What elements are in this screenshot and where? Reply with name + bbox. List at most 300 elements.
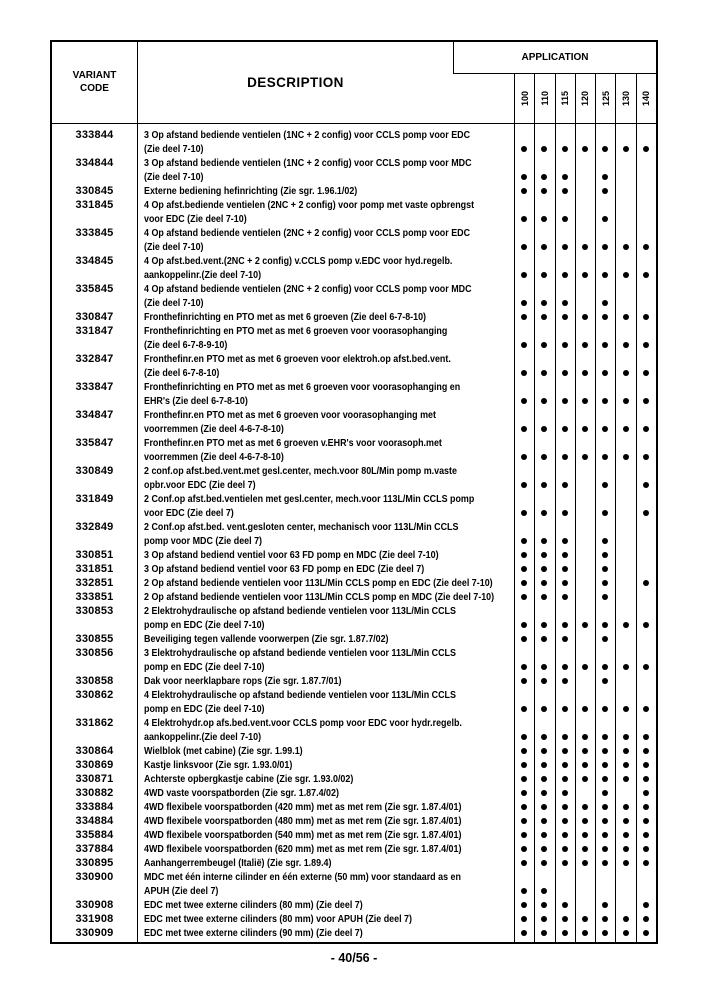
description-line: 4WD flexibele voorspatborden (540 mm) met as met rem (Zie sgr. 1.87.4/01): [144, 829, 462, 841]
application-cell: [575, 772, 595, 786]
application-cell: [555, 520, 575, 548]
description-line: 2 Conf.op afst.bed.ventielen met gesl.center, mech.voor 113L/Min CCLS pomp: [144, 493, 475, 505]
application-cell: [595, 310, 615, 324]
application-cell: [534, 324, 554, 352]
application-dots: [514, 842, 656, 856]
application-dot: [602, 734, 608, 740]
variant-code-cell: 331862: [75, 717, 114, 729]
application-cell: [575, 870, 595, 898]
description-line: Aanhangerrembeugel (Italië) (Zie sgr. 1.89.4): [144, 857, 332, 869]
application-dot: [541, 510, 547, 516]
description-cell: [137, 744, 514, 758]
application-dot: [521, 188, 527, 194]
application-dots: [514, 464, 656, 492]
application-cell: [534, 744, 554, 758]
application-cell: [575, 226, 595, 254]
application-cell: [555, 912, 575, 926]
application-cell: [595, 254, 615, 282]
description-line: voorremmen (Zie deel 4-6-7-8-10): [144, 423, 284, 435]
application-dots: [514, 492, 656, 520]
application-dot: [562, 216, 568, 222]
application-cell: [595, 198, 615, 226]
application-dot: [582, 454, 588, 460]
column-divider: [575, 124, 576, 942]
column-divider: [137, 124, 138, 942]
application-cell: [514, 380, 534, 408]
application-cell: [555, 226, 575, 254]
application-cell: [595, 156, 615, 184]
description-line: Wielblok (met cabine) (Zie sgr. 1.99.1): [144, 745, 303, 757]
application-dot: [521, 678, 527, 684]
application-cell: [514, 646, 534, 674]
application-dot: [602, 454, 608, 460]
description-cell: [137, 646, 514, 674]
application-cell: [534, 646, 554, 674]
application-dot: [562, 622, 568, 628]
application-dot: [623, 916, 629, 922]
application-dot: [562, 552, 568, 558]
application-dot: [521, 888, 527, 894]
application-cell: [534, 814, 554, 828]
application-cell: [595, 324, 615, 352]
description-cell: [137, 674, 514, 688]
page-number: - 40/56 -: [330, 951, 378, 965]
application-cell: [534, 926, 554, 940]
application-cell: [575, 646, 595, 674]
application-dot: [602, 622, 608, 628]
application-cell: [615, 758, 635, 772]
application-dot: [541, 902, 547, 908]
application-cell: [575, 520, 595, 548]
description-line: pomp en EDC (Zie deel 7-10): [144, 619, 265, 631]
application-dot: [582, 804, 588, 810]
application-dot: [521, 762, 527, 768]
application-dot: [623, 748, 629, 754]
application-cell: [615, 282, 635, 310]
application-cell: [575, 828, 595, 842]
application-cell: [534, 898, 554, 912]
application-cell: [636, 646, 656, 674]
description-cell: [137, 912, 514, 926]
application-cell: [534, 912, 554, 926]
application-dot: [562, 482, 568, 488]
description-cell: [137, 226, 514, 254]
application-cell: [575, 786, 595, 800]
application-dot: [562, 510, 568, 516]
variant-code-cell: 331845: [75, 199, 114, 211]
application-dot: [521, 244, 527, 250]
application-dot: [541, 818, 547, 824]
description-line: Fronthefinr.en PTO met as met 6 groeven voor elektroh.op afst.bed.vent.: [144, 353, 451, 365]
description-cell: [137, 548, 514, 562]
application-cell: [534, 590, 554, 604]
application-cell: [615, 772, 635, 786]
application-dot: [623, 146, 629, 152]
application-cell: [534, 254, 554, 282]
application-cell: [555, 324, 575, 352]
application-cell: [636, 492, 656, 520]
application-cell: [534, 716, 554, 744]
application-cell: [615, 254, 635, 282]
description-line: aankoppelinr.(Zie deel 7-10): [144, 269, 262, 281]
table-row: [52, 492, 656, 520]
application-dot: [582, 846, 588, 852]
application-dot: [562, 902, 568, 908]
application-cell: [615, 926, 635, 940]
application-cell: [534, 310, 554, 324]
application-cell: [514, 800, 534, 814]
table-row: [52, 576, 656, 590]
application-cell: [636, 604, 656, 632]
variant-code-cell: 330851: [75, 549, 114, 561]
application-cell: [595, 436, 615, 464]
application-cell: [636, 128, 656, 156]
application-dot: [623, 622, 629, 628]
application-dot: [643, 748, 649, 754]
application-dot: [562, 272, 568, 278]
table-row: [52, 688, 656, 716]
variant-application-table: [50, 40, 658, 944]
table-row: [52, 772, 656, 786]
application-cell: [514, 716, 534, 744]
application-cell: [575, 198, 595, 226]
variant-code-cell: 330858: [75, 675, 114, 687]
description-cell: [137, 814, 514, 828]
application-dot: [562, 818, 568, 824]
application-cell: [575, 688, 595, 716]
application-dot: [541, 188, 547, 194]
application-dot: [562, 930, 568, 936]
application-dot: [602, 902, 608, 908]
application-dot: [582, 146, 588, 152]
variant-code-cell: 332849: [75, 521, 114, 533]
application-dots: [514, 828, 656, 842]
application-dot: [521, 846, 527, 852]
table-row: [52, 870, 656, 898]
application-cell: [636, 688, 656, 716]
application-cell: [636, 226, 656, 254]
application-cell: [534, 282, 554, 310]
application-cell: [636, 464, 656, 492]
application-dot: [643, 832, 649, 838]
description-cell: [137, 800, 514, 814]
application-cell: [595, 380, 615, 408]
application-dot: [541, 552, 547, 558]
application-dot: [643, 398, 649, 404]
description-cell: [137, 576, 514, 590]
application-cell: [636, 814, 656, 828]
application-cell: [534, 870, 554, 898]
application-cell: [575, 492, 595, 520]
variant-code-cell: 333847: [75, 381, 114, 393]
application-dot: [521, 174, 527, 180]
description-line: 3 Op afstand bediend ventiel voor 63 FD pomp en EDC (Zie deel 7): [144, 563, 425, 575]
application-dot: [562, 174, 568, 180]
description-line: 4 Op afst.bed.vent.(2NC + 2 config) v.CCLS pomp v.EDC voor hyd.regelb.: [144, 255, 453, 267]
application-cell: [575, 632, 595, 646]
description-line: (Zie deel 6-7-8-10): [144, 367, 220, 379]
application-cell: [534, 828, 554, 842]
variant-code-cell: 334845: [75, 255, 114, 267]
application-dot: [643, 510, 649, 516]
application-dots: [514, 814, 656, 828]
application-cell: [514, 562, 534, 576]
application-dot: [623, 762, 629, 768]
application-dot: [623, 818, 629, 824]
application-cell: [534, 856, 554, 870]
application-cell: [595, 842, 615, 856]
application-cell: [636, 786, 656, 800]
table-row: [52, 898, 656, 912]
application-dots: [514, 548, 656, 562]
application-dot: [541, 146, 547, 152]
table-row: [52, 856, 656, 870]
application-dot: [541, 482, 547, 488]
application-dot: [521, 916, 527, 922]
table-row: [52, 380, 656, 408]
application-dots: [514, 604, 656, 632]
application-cell: [575, 128, 595, 156]
application-cell: [555, 576, 575, 590]
application-dot: [643, 916, 649, 922]
description-line: EDC met twee externe cilinders (80 mm) (Zie deel 7): [144, 899, 363, 911]
application-cell: [595, 184, 615, 198]
application-cell: [595, 282, 615, 310]
application-cell: [615, 408, 635, 436]
application-dot: [541, 300, 547, 306]
description-cell: [137, 856, 514, 870]
application-dot: [521, 734, 527, 740]
application-dot: [602, 804, 608, 810]
application-cell: [555, 646, 575, 674]
application-dot: [602, 398, 608, 404]
table-row: [52, 198, 656, 226]
application-cell: [534, 128, 554, 156]
description-line: EHR's (Zie deel 6-7-8-10): [144, 395, 248, 407]
variant-code-cell: 330882: [75, 787, 114, 799]
application-cell: [514, 282, 534, 310]
application-dot: [521, 580, 527, 586]
application-dot: [602, 664, 608, 670]
application-dot: [541, 594, 547, 600]
model-column-140: 140: [636, 74, 656, 123]
application-cell: [636, 926, 656, 940]
application-dot: [623, 930, 629, 936]
application-dot: [582, 664, 588, 670]
model-column-130: 130: [615, 74, 635, 123]
application-dot: [643, 482, 649, 488]
application-cell: [615, 800, 635, 814]
application-dot: [582, 776, 588, 782]
description-line: voor EDC (Zie deel 7): [144, 507, 234, 519]
application-cell: [514, 758, 534, 772]
application-dot: [582, 398, 588, 404]
application-dot: [541, 776, 547, 782]
application-cell: [534, 786, 554, 800]
application-cell: [636, 156, 656, 184]
table-row: [52, 282, 656, 310]
application-dot: [582, 272, 588, 278]
application-cell: [595, 870, 615, 898]
application-cell: [575, 758, 595, 772]
table-row: [52, 800, 656, 814]
application-dot: [582, 244, 588, 250]
description-line: (Zie deel 7-10): [144, 241, 204, 253]
application-dot: [562, 678, 568, 684]
application-dot: [521, 398, 527, 404]
application-dot: [541, 790, 547, 796]
application-cell: [514, 674, 534, 688]
application-cell: [575, 352, 595, 380]
description-cell: [137, 562, 514, 576]
application-dot: [602, 216, 608, 222]
table-row: [52, 408, 656, 436]
description-line: 2 Conf.op afst.bed. vent.gesloten center, mechanisch voor 113L/Min CCLS: [144, 521, 459, 533]
application-cell: [595, 814, 615, 828]
application-dot: [582, 748, 588, 754]
application-cell: [636, 520, 656, 548]
application-dot: [643, 790, 649, 796]
application-dot: [541, 622, 547, 628]
application-cell: [595, 576, 615, 590]
column-divider: [555, 124, 556, 942]
application-cell: [575, 856, 595, 870]
description-line: voorremmen (Zie deel 4-6-7-8-10): [144, 451, 284, 463]
table-row: [52, 184, 656, 198]
application-dot: [541, 846, 547, 852]
description-line: Fronthefinr.en PTO met as met 6 groeven voor voorasophanging met: [144, 409, 436, 421]
application-cell: [514, 408, 534, 436]
description-cell: [137, 156, 514, 184]
application-dot: [623, 776, 629, 782]
application-dots: [514, 324, 656, 352]
model-column-115: 115: [555, 74, 575, 123]
application-cell: [534, 436, 554, 464]
application-dot: [582, 426, 588, 432]
application-cell: [575, 436, 595, 464]
application-cell: [534, 520, 554, 548]
column-divider: [514, 124, 515, 942]
application-cell: [595, 604, 615, 632]
variant-code-cell: 331851: [75, 563, 114, 575]
application-dot: [643, 272, 649, 278]
application-dot: [521, 664, 527, 670]
application-cell: [575, 898, 595, 912]
application-dot: [582, 832, 588, 838]
application-dot: [541, 244, 547, 250]
application-dot: [562, 706, 568, 712]
application-cell: [555, 716, 575, 744]
application-dot: [623, 664, 629, 670]
application-dots: [514, 436, 656, 464]
application-cell: [514, 926, 534, 940]
description-line: 3 Op afstand bediende ventielen (1NC + 2 config) voor CCLS pomp voor EDC: [144, 129, 471, 141]
application-cell: [636, 828, 656, 842]
application-cell: [514, 772, 534, 786]
description-cell: [137, 184, 514, 198]
application-cell: [636, 842, 656, 856]
application-dot: [521, 482, 527, 488]
table-row: [52, 254, 656, 282]
application-dot: [562, 832, 568, 838]
application-dot: [623, 832, 629, 838]
application-dots: [514, 856, 656, 870]
application-dot: [521, 636, 527, 642]
model-column-110: 110: [534, 74, 554, 123]
application-cell: [636, 590, 656, 604]
application-dot: [521, 832, 527, 838]
application-dot: [623, 426, 629, 432]
application-dot: [562, 664, 568, 670]
application-cell: [514, 786, 534, 800]
table-row: [52, 674, 656, 688]
application-dot: [602, 244, 608, 250]
application-cell: [595, 674, 615, 688]
application-cell: [636, 254, 656, 282]
application-cell: [555, 786, 575, 800]
application-cell: [636, 800, 656, 814]
application-cell: [555, 310, 575, 324]
application-cell: [636, 282, 656, 310]
application-dot: [562, 300, 568, 306]
application-cell: [514, 604, 534, 632]
description-cell: [137, 772, 514, 786]
variant-code-cell: 334884: [75, 815, 114, 827]
application-cell: [615, 520, 635, 548]
application-cell: [575, 380, 595, 408]
application-cell: [615, 184, 635, 198]
application-dot: [643, 860, 649, 866]
model-column-120: 120: [575, 74, 595, 123]
application-dot: [562, 860, 568, 866]
description-line: (Zie deel 7-10): [144, 171, 204, 183]
application-dots: [514, 870, 656, 898]
application-dot: [643, 846, 649, 852]
application-cell: [636, 352, 656, 380]
application-cell: [615, 814, 635, 828]
application-dot: [562, 566, 568, 572]
application-dot: [541, 930, 547, 936]
description-cell: [137, 828, 514, 842]
application-dot: [521, 930, 527, 936]
application-cell: [636, 912, 656, 926]
application-cell: [636, 772, 656, 786]
description-line: 2 Op afstand bediende ventielen voor 113L/Min CCLS pomp en MDC (Zie deel 7-10): [144, 591, 495, 603]
application-dot: [602, 174, 608, 180]
application-cell: [555, 408, 575, 436]
table-rows: [52, 128, 656, 940]
application-dots: [514, 590, 656, 604]
application-dot: [602, 188, 608, 194]
application-dot: [602, 916, 608, 922]
application-dot: [562, 594, 568, 600]
application-dots: [514, 562, 656, 576]
application-cell: [575, 562, 595, 576]
application-cell: [615, 632, 635, 646]
application-cell: [514, 184, 534, 198]
application-cell: [615, 604, 635, 632]
description-cell: [137, 758, 514, 772]
application-cell: [534, 352, 554, 380]
application-cell: [595, 926, 615, 940]
application-dot: [643, 762, 649, 768]
application-dot: [541, 398, 547, 404]
application-dots: [514, 156, 656, 184]
application-dot: [562, 636, 568, 642]
application-dot: [521, 552, 527, 558]
variant-code-cell: 330845: [75, 185, 114, 197]
application-cell: [534, 772, 554, 786]
